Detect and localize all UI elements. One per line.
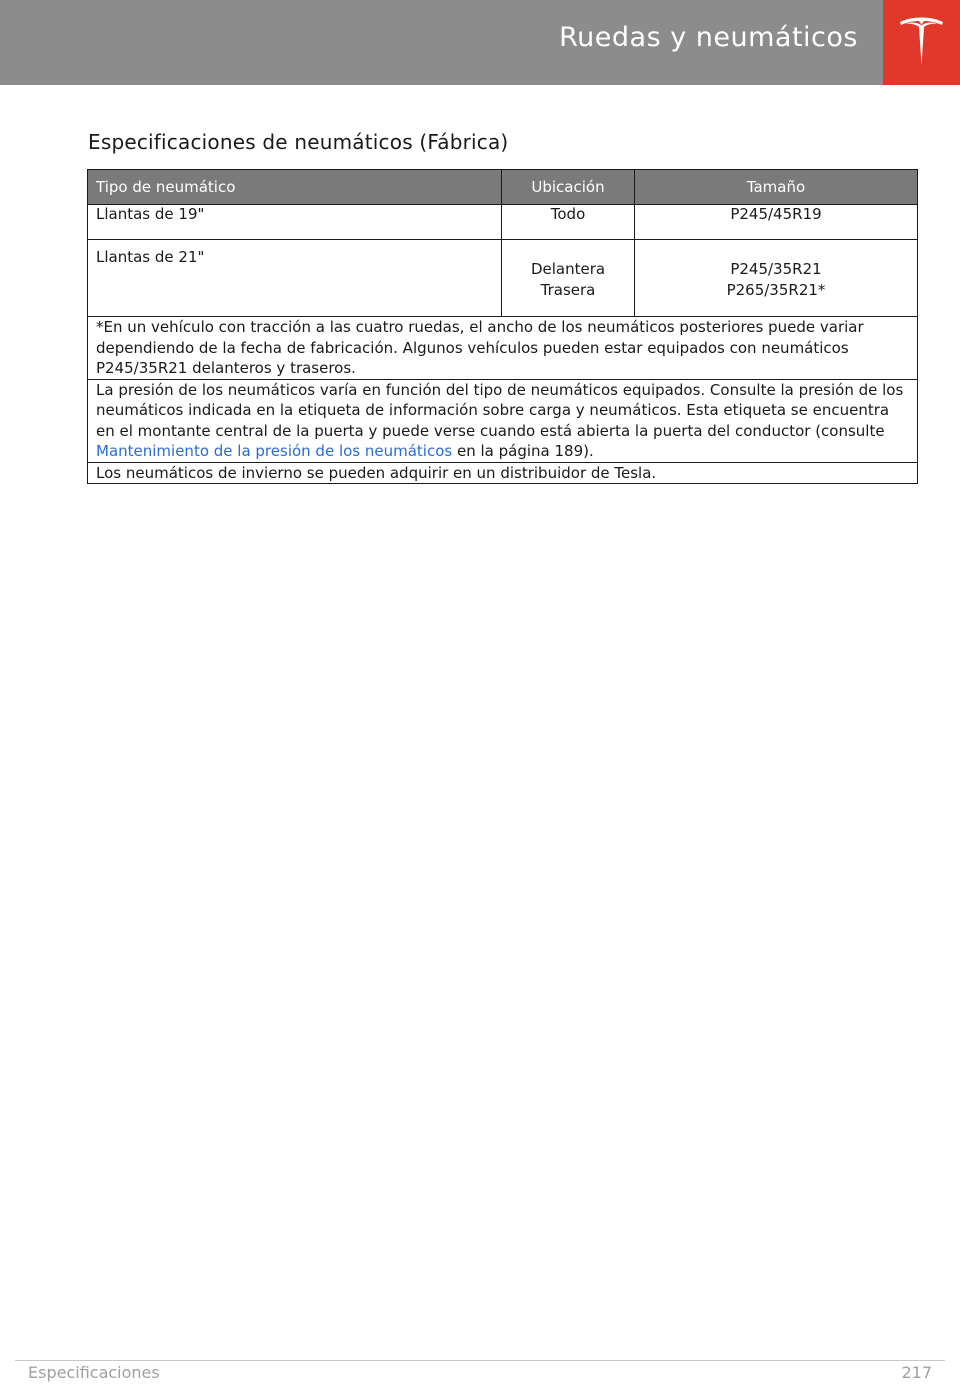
page-header	[0, 0, 960, 85]
cell-ubicacion	[502, 240, 635, 317]
tire-spec-table	[87, 169, 918, 484]
column-header-tamano: Tamaño	[635, 170, 918, 205]
brand-logo-box	[883, 0, 960, 85]
table-row	[88, 240, 918, 317]
column-header-tipo: Tipo de neumático	[88, 170, 502, 205]
note-text-before: La presión de los neumáticos varía en función del tipo de neumáticos equipados. Consulte la presión de los neumáticos indicada en la etiqueta de información sobre carga y neumáticos. Esta etiqueta se encuentra en el montante central de la puerta y puede verse cuando está abierta la puerta del conductor (consulte	[96, 380, 904, 440]
footer-page-number: 217	[901, 1363, 932, 1382]
table-row	[88, 205, 918, 240]
ubicacion-trasera: Trasera	[540, 280, 596, 299]
note-text-after: en la página 189).	[452, 442, 594, 460]
ubicacion-delantera: Delantera	[530, 259, 606, 278]
cell-ubicacion: Todo	[502, 205, 635, 240]
note-row-width	[88, 317, 918, 380]
chapter-title: Ruedas y neumáticos	[559, 22, 858, 53]
cell-tipo: Llantas de 21"	[88, 240, 502, 317]
tesla-logo-icon	[898, 16, 945, 68]
column-header-ubicacion: Ubicación	[502, 170, 635, 205]
cell-tipo: Llantas de 19"	[88, 205, 502, 240]
note-text	[88, 379, 918, 462]
footer-section-name: Especificaciones	[28, 1363, 160, 1382]
note-text: Los neumáticos de invierno se pueden adquirir en un distribuidor de Tesla.	[88, 462, 918, 484]
section-title: Especificaciones de neumáticos (Fábrica)	[88, 130, 509, 154]
note-text: *En un vehículo con tracción a las cuatro ruedas, el ancho de los neumáticos posteriores puede variar dependiendo de la fecha de fabricación. Algunos vehículos pueden estar equipados con neumáticos P245/35R21 delanteros y traseros.	[88, 317, 918, 380]
cell-tamano: P245/45R19	[635, 205, 918, 240]
table-header-row	[88, 170, 918, 205]
note-row-winter	[88, 462, 918, 484]
cell-tamano	[635, 240, 918, 317]
note-row-pressure	[88, 379, 918, 462]
tamano-trasera: P265/35R21*	[726, 280, 826, 299]
footer-divider	[15, 1360, 945, 1361]
tamano-delantera: P245/35R21	[730, 259, 822, 278]
pressure-maintenance-link[interactable]: Mantenimiento de la presión de los neumáticos	[96, 442, 453, 460]
